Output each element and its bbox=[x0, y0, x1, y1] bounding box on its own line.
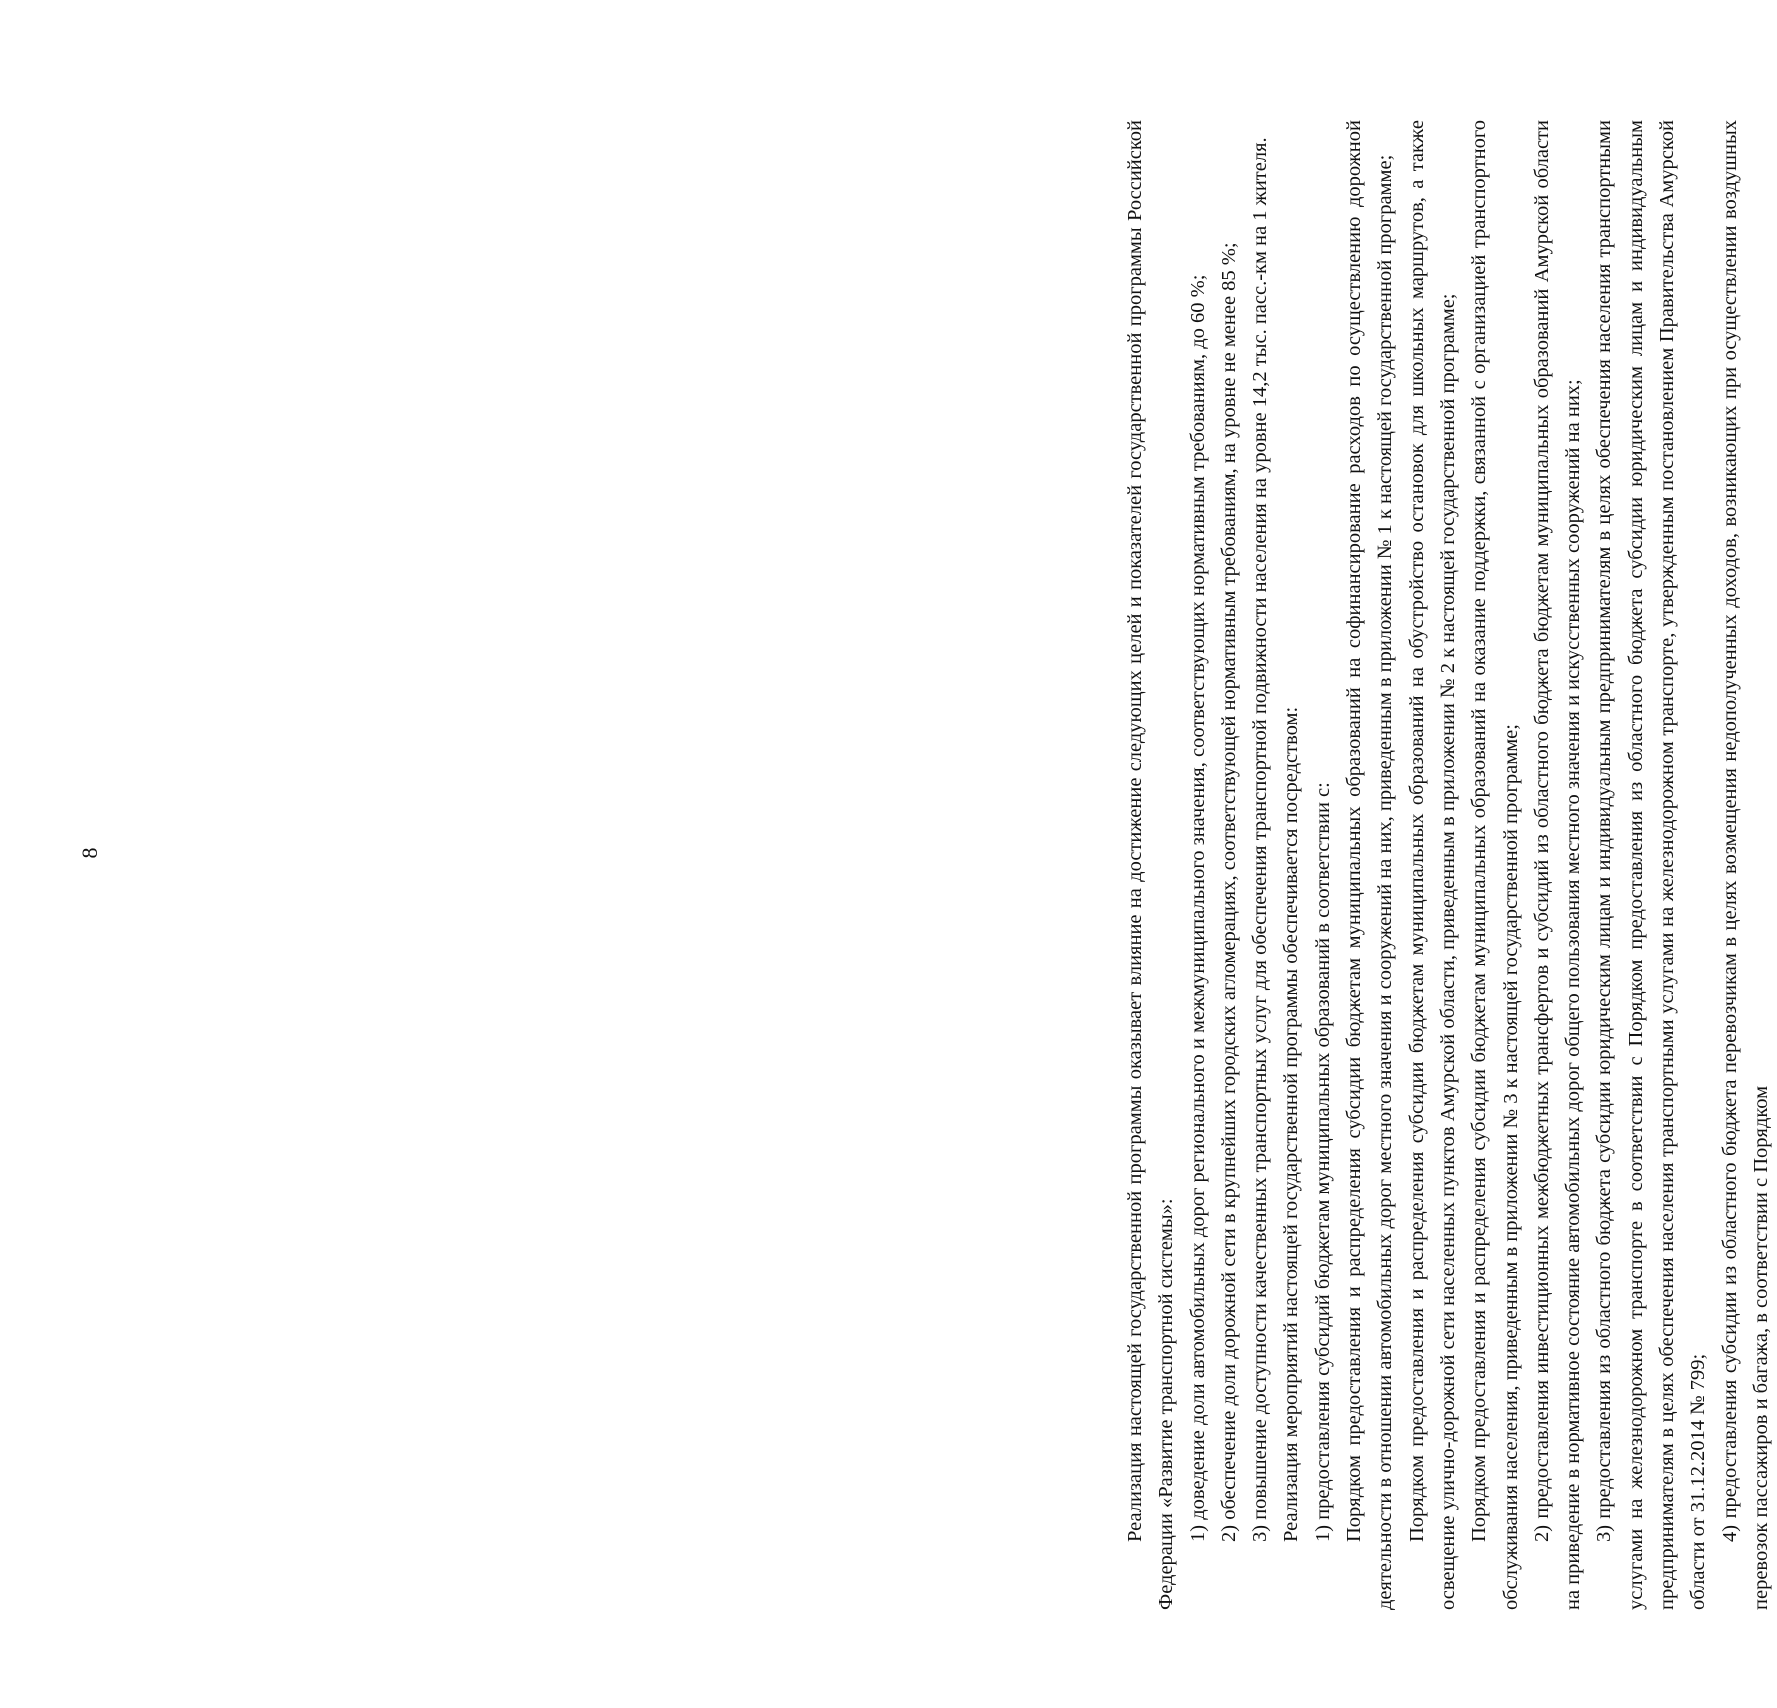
paragraph-measures-intro: Реализация мероприятий настоящей государственной программы обеспечивается посредством: bbox=[1280, 706, 1303, 1542]
paragraph-item: 1) доведение доли автомобильных дорог регионального и межмуниципального значения, соответствующих нормативным требованиям, до 60 %; bbox=[1186, 274, 1209, 1542]
paragraph-item: 2) предоставления инвестиционных межбюджетных трансфертов и субсидий из областного бюджета бюджетам муниципальных образований Амурской области на приведение в нормативное состояние автомобильных дорог общего пользования местного значения и искусственных сооружений на них; bbox=[1530, 120, 1585, 1610]
page-number: 8 bbox=[77, 847, 102, 859]
document-body bbox=[1120, 120, 1777, 1610]
paragraph-item: 2) обеспечение доли дорожной сети в крупнейших городских агломерациях, соответствующей нормативным требованиям, на уровне не менее 85 %; bbox=[1217, 242, 1240, 1542]
paragraph-order: Порядком предоставления и распределения субсидии бюджетам муниципальных образований на оказание поддержки, связанной с организацией транспортного обслуживания населения, приведенным в приложении № 3 к настоящей государственной программе; bbox=[1468, 120, 1522, 1610]
paragraph-order: Порядком предоставления и распределения субсидии бюджетам муниципальных образований на обустройство остановок для школьных маршрутов, а также освещение улично-дорожной сети населенных пунктов Амурской области, приведенным в приложении № 2 к настоящей государственной программе; bbox=[1405, 120, 1459, 1610]
paragraph-item: 4) предоставления субсидии из областного бюджета перевозчикам в целях возмещения недополученных доходов, возникающих при осуществлении воздушных перевозок пассажиров и багажа, в соответствии с Порядком bbox=[1718, 120, 1772, 1610]
paragraph-item: 3) предоставления из областного бюджета субсидии юридическим лицам и индивидуальным предпринимателям в целях обеспечения населения транспортными услугами на железнодорожном транспорте в соответствии с Порядком предоставления из областного бюджета субсидии юридическим лицам и индивидуальным предпринимателям в целях обеспечения населения транспортными услугами на железнодорожном транспорте, утвержденным постановлением Правительства Амурской области от 31.12.2014 № 799; bbox=[1593, 120, 1710, 1610]
paragraph-item: 1) предоставления субсидий бюджетам муниципальных образований в соответствии с: bbox=[1311, 782, 1334, 1542]
paragraph-intro: Реализация настоящей государственной программы оказывает влияние на достижение следующих целей и показателей государственной программы Российской Федерации «Развитие транспортной системы»: bbox=[1124, 120, 1178, 1610]
paragraph-item: 3) повышение доступности качественных транспортных услуг для обеспечения транспортной подвижности населения на уровне 14,2 тыс. пасс.-км на 1 жителя. bbox=[1249, 137, 1272, 1542]
paragraph-order: Порядком предоставления и распределения субсидии бюджетам муниципальных образований на софинансирование расходов по осуществлению дорожной деятельности в отношении автомобильных дорог местного значения и сооружений на них, приведенным в приложении № 1 к настоящей государственной программе; bbox=[1343, 120, 1397, 1610]
